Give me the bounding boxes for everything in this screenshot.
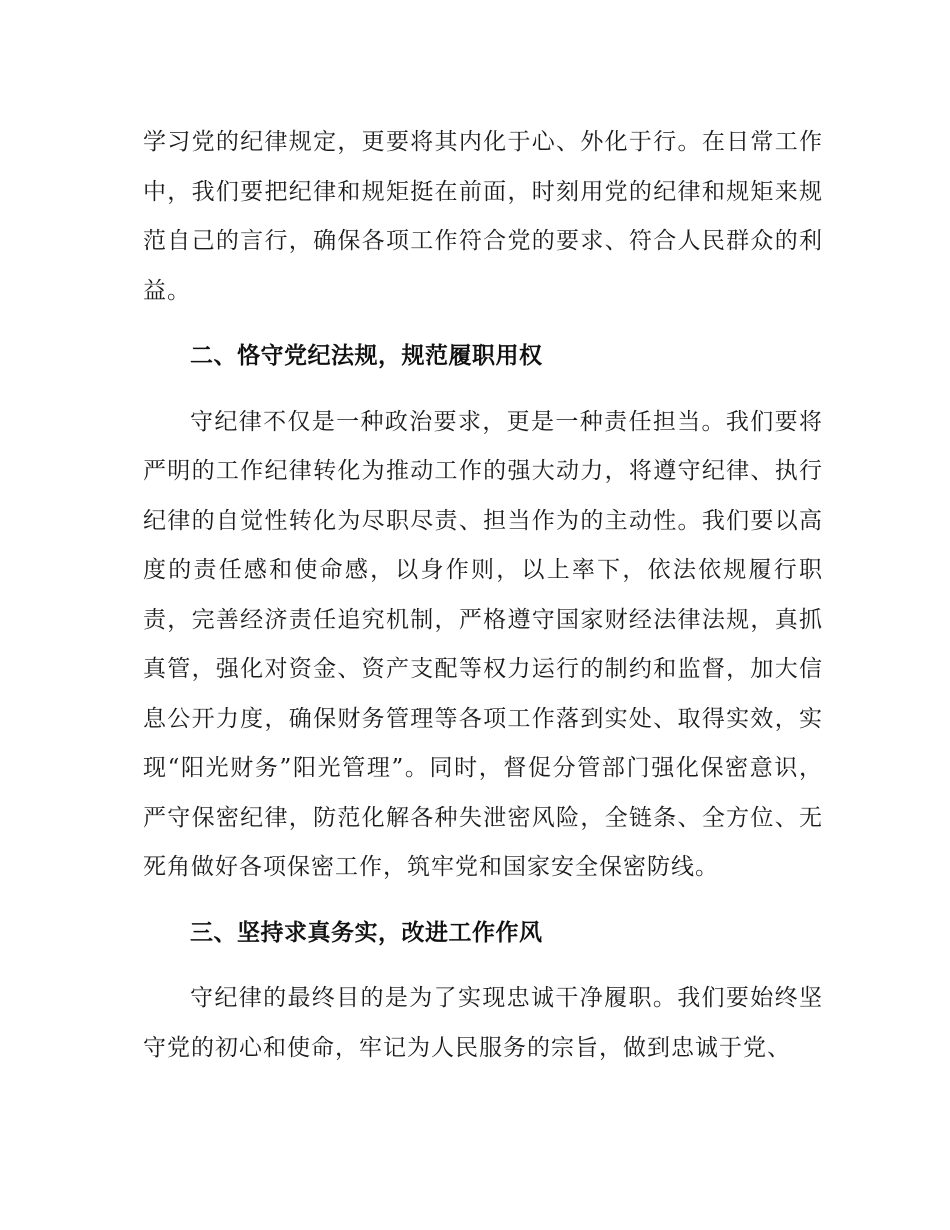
section-heading-3: 三、坚持求真务实，改进工作作风 <box>190 919 543 946</box>
document-body <box>143 118 823 1073</box>
paragraph-loyal-clean-duty: 守纪律的最终目的是为了实现忠诚干净履职。我们要始终坚守党的初心和使命，牢记为人民服务的宗旨，做到忠诚于党、 <box>143 985 823 1061</box>
section-heading-2: 二、恪守党纪法规，规范履职用权 <box>190 343 543 369</box>
paragraph-discipline-responsibility: 守纪律不仅是一种政治要求，更是一种责任担当。我们要将严明的工作纪律转化为推动工作的强大动力，将遵守纪律、执行纪律的自觉性转化为尽职尽责、担当作为的主动性。我们要以高度的责任感和使命感，以身作则，以上率下，依法依规履行职责，完善经济责任追究机制，严格遵守国家财经法律法规，真抓真管，强化对资金、资产支配等权力运行的制约和监督，加大信息公开力度，确保财务管理等各项工作落到实处、取得实效，实现“阳光财务”阳光管理”。同时，督促分管部门强化保密意识，严守保密纪律，防范化解各种失泄密风险，全链条、全方位、无死角做好各项保密工作，筑牢党和国家安全保密防线。 <box>143 408 823 880</box>
paragraph-discipline-study: 学习党的纪律规定，更要将其内化于心、外化于行。在日常工作中，我们要把纪律和规矩挺在前面，时刻用党的纪律和规矩来规范自己的言行，确保各项工作符合党的要求、符合人民群众的利益。 <box>143 129 823 304</box>
